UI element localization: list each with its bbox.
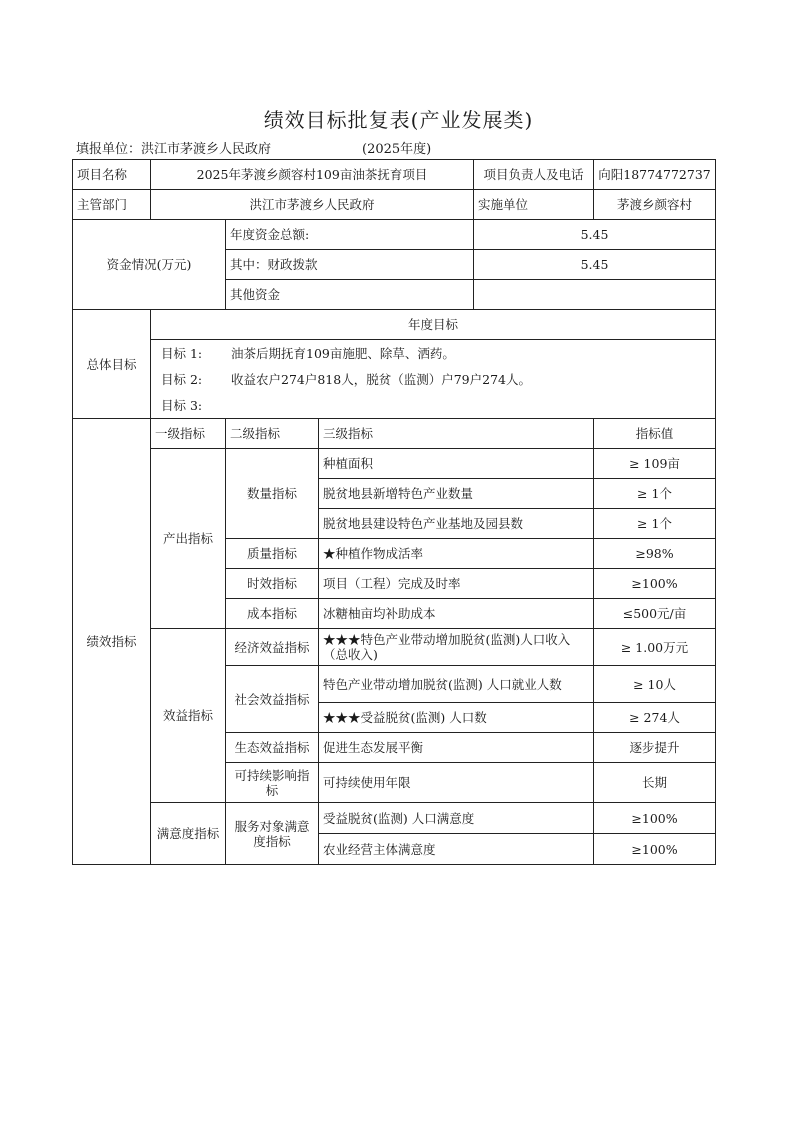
- economic-benefit-label: 经济效益指标: [226, 629, 319, 666]
- indicator-name: 冰糖柚亩均补助成本: [319, 599, 594, 629]
- social-benefit-label: 社会效益指标: [226, 666, 319, 733]
- annual-goals-list: [151, 340, 716, 419]
- satisfaction-indicators-label: 满意度指标: [151, 803, 226, 865]
- other-funds-label: 其他资金: [226, 280, 474, 310]
- sustainable-impact-label: 可持续影响指标: [226, 763, 319, 803]
- indicator-name: 农业经营主体满意度: [319, 834, 594, 865]
- goal-item: [155, 366, 711, 392]
- ecological-benefit-label: 生态效益指标: [226, 733, 319, 763]
- header-level2: 二级指标: [226, 419, 319, 449]
- report-year: (2025年度): [362, 142, 432, 157]
- indicator-value: ≥ 1个: [594, 479, 716, 509]
- funds-label: 资金情况(万元): [73, 220, 226, 310]
- quality-indicators-label: 质量指标: [226, 539, 319, 569]
- cost-indicators-label: 成本指标: [226, 599, 319, 629]
- indicator-name: 可持续使用年限: [319, 763, 594, 803]
- project-name-label: 项目名称: [73, 160, 151, 190]
- annual-funds-value: 5.45: [474, 220, 716, 250]
- indicator-value: ≥ 274人: [594, 703, 716, 733]
- goal-label: 目标 3:: [161, 397, 203, 413]
- indicator-value: ≥100%: [594, 569, 716, 599]
- project-name: 2025年茅渡乡颜容村109亩油茶抚育项目: [151, 160, 474, 190]
- annual-goals-header: 年度目标: [151, 310, 716, 340]
- indicator-name: 脱贫地县建设特色产业基地及园县数: [319, 509, 594, 539]
- goal-label: 目标 2:: [161, 371, 203, 387]
- quantity-indicators-label: 数量指标: [226, 449, 319, 539]
- indicator-name: 受益脱贫(监测) 人口满意度: [319, 803, 594, 834]
- indicator-value: ≤500元/亩: [594, 599, 716, 629]
- goal-item: [155, 340, 711, 366]
- reporting-unit: 填报单位：洪江市茅渡乡人民政府: [76, 142, 272, 157]
- dept-value: 洪江市茅渡乡人民政府: [151, 190, 474, 220]
- timeliness-indicators-label: 时效指标: [226, 569, 319, 599]
- dept-label: 主管部门: [73, 190, 151, 220]
- indicator-value: ≥100%: [594, 834, 716, 865]
- goal-text: 油茶后期抚育109亩施肥、除草、洒药。: [231, 345, 455, 361]
- indicator-value: ≥ 109亩: [594, 449, 716, 479]
- perf-indicators-label: 绩效指标: [73, 419, 151, 865]
- indicator-name: ★★★特色产业带动增加脱贫(监测)人口收入（总收入): [319, 629, 594, 666]
- page-title: 绩效目标批复表(产业发展类): [263, 108, 534, 132]
- indicator-value: ≥100%: [594, 803, 716, 834]
- indicator-name: ★种植作物成活率: [319, 539, 594, 569]
- indicator-name: 脱贫地县新增特色产业数量: [319, 479, 594, 509]
- indicator-name: 种植面积: [319, 449, 594, 479]
- indicator-value: ≥ 1.00万元: [594, 629, 716, 666]
- indicator-value: 长期: [594, 763, 716, 803]
- header-level1: 一级指标: [151, 419, 226, 449]
- output-indicators-label: 产出指标: [151, 449, 226, 629]
- indicator-value: ≥ 1个: [594, 509, 716, 539]
- approval-table: [72, 159, 716, 865]
- goal-item: [155, 392, 711, 418]
- annual-funds-label: 年度资金总额:: [226, 220, 474, 250]
- fiscal-funds-value: 5.45: [474, 250, 716, 280]
- indicator-name: ★★★受益脱贫(监测) 人口数: [319, 703, 594, 733]
- indicator-name: 促进生态发展平衡: [319, 733, 594, 763]
- indicator-name: 特色产业带动增加脱贫(监测) 人口就业人数: [319, 666, 594, 703]
- overall-goals-label: 总体目标: [73, 310, 151, 419]
- header-level3: 三级指标: [319, 419, 594, 449]
- indicator-value: ≥98%: [594, 539, 716, 569]
- benefit-indicators-label: 效益指标: [151, 629, 226, 803]
- indicator-name: 项目（工程）完成及时率: [319, 569, 594, 599]
- impl-unit-label: 实施单位: [474, 190, 594, 220]
- goal-text: 收益农户274户818人，脱贫（监测）户79户274人。: [231, 371, 531, 387]
- impl-unit-value: 茅渡乡颜容村: [594, 190, 716, 220]
- indicator-value: 逐步提升: [594, 733, 716, 763]
- contact-value: 向阳18774772737: [594, 160, 716, 190]
- header-value: 指标值: [594, 419, 716, 449]
- contact-label: 项目负责人及电话: [474, 160, 594, 190]
- fiscal-funds-label: 其中：财政拨款: [226, 250, 474, 280]
- service-satisfaction-label: 服务对象满意度指标: [226, 803, 319, 865]
- other-funds-value: [474, 280, 716, 310]
- indicator-value: ≥ 10人: [594, 666, 716, 703]
- goal-label: 目标 1:: [161, 345, 203, 361]
